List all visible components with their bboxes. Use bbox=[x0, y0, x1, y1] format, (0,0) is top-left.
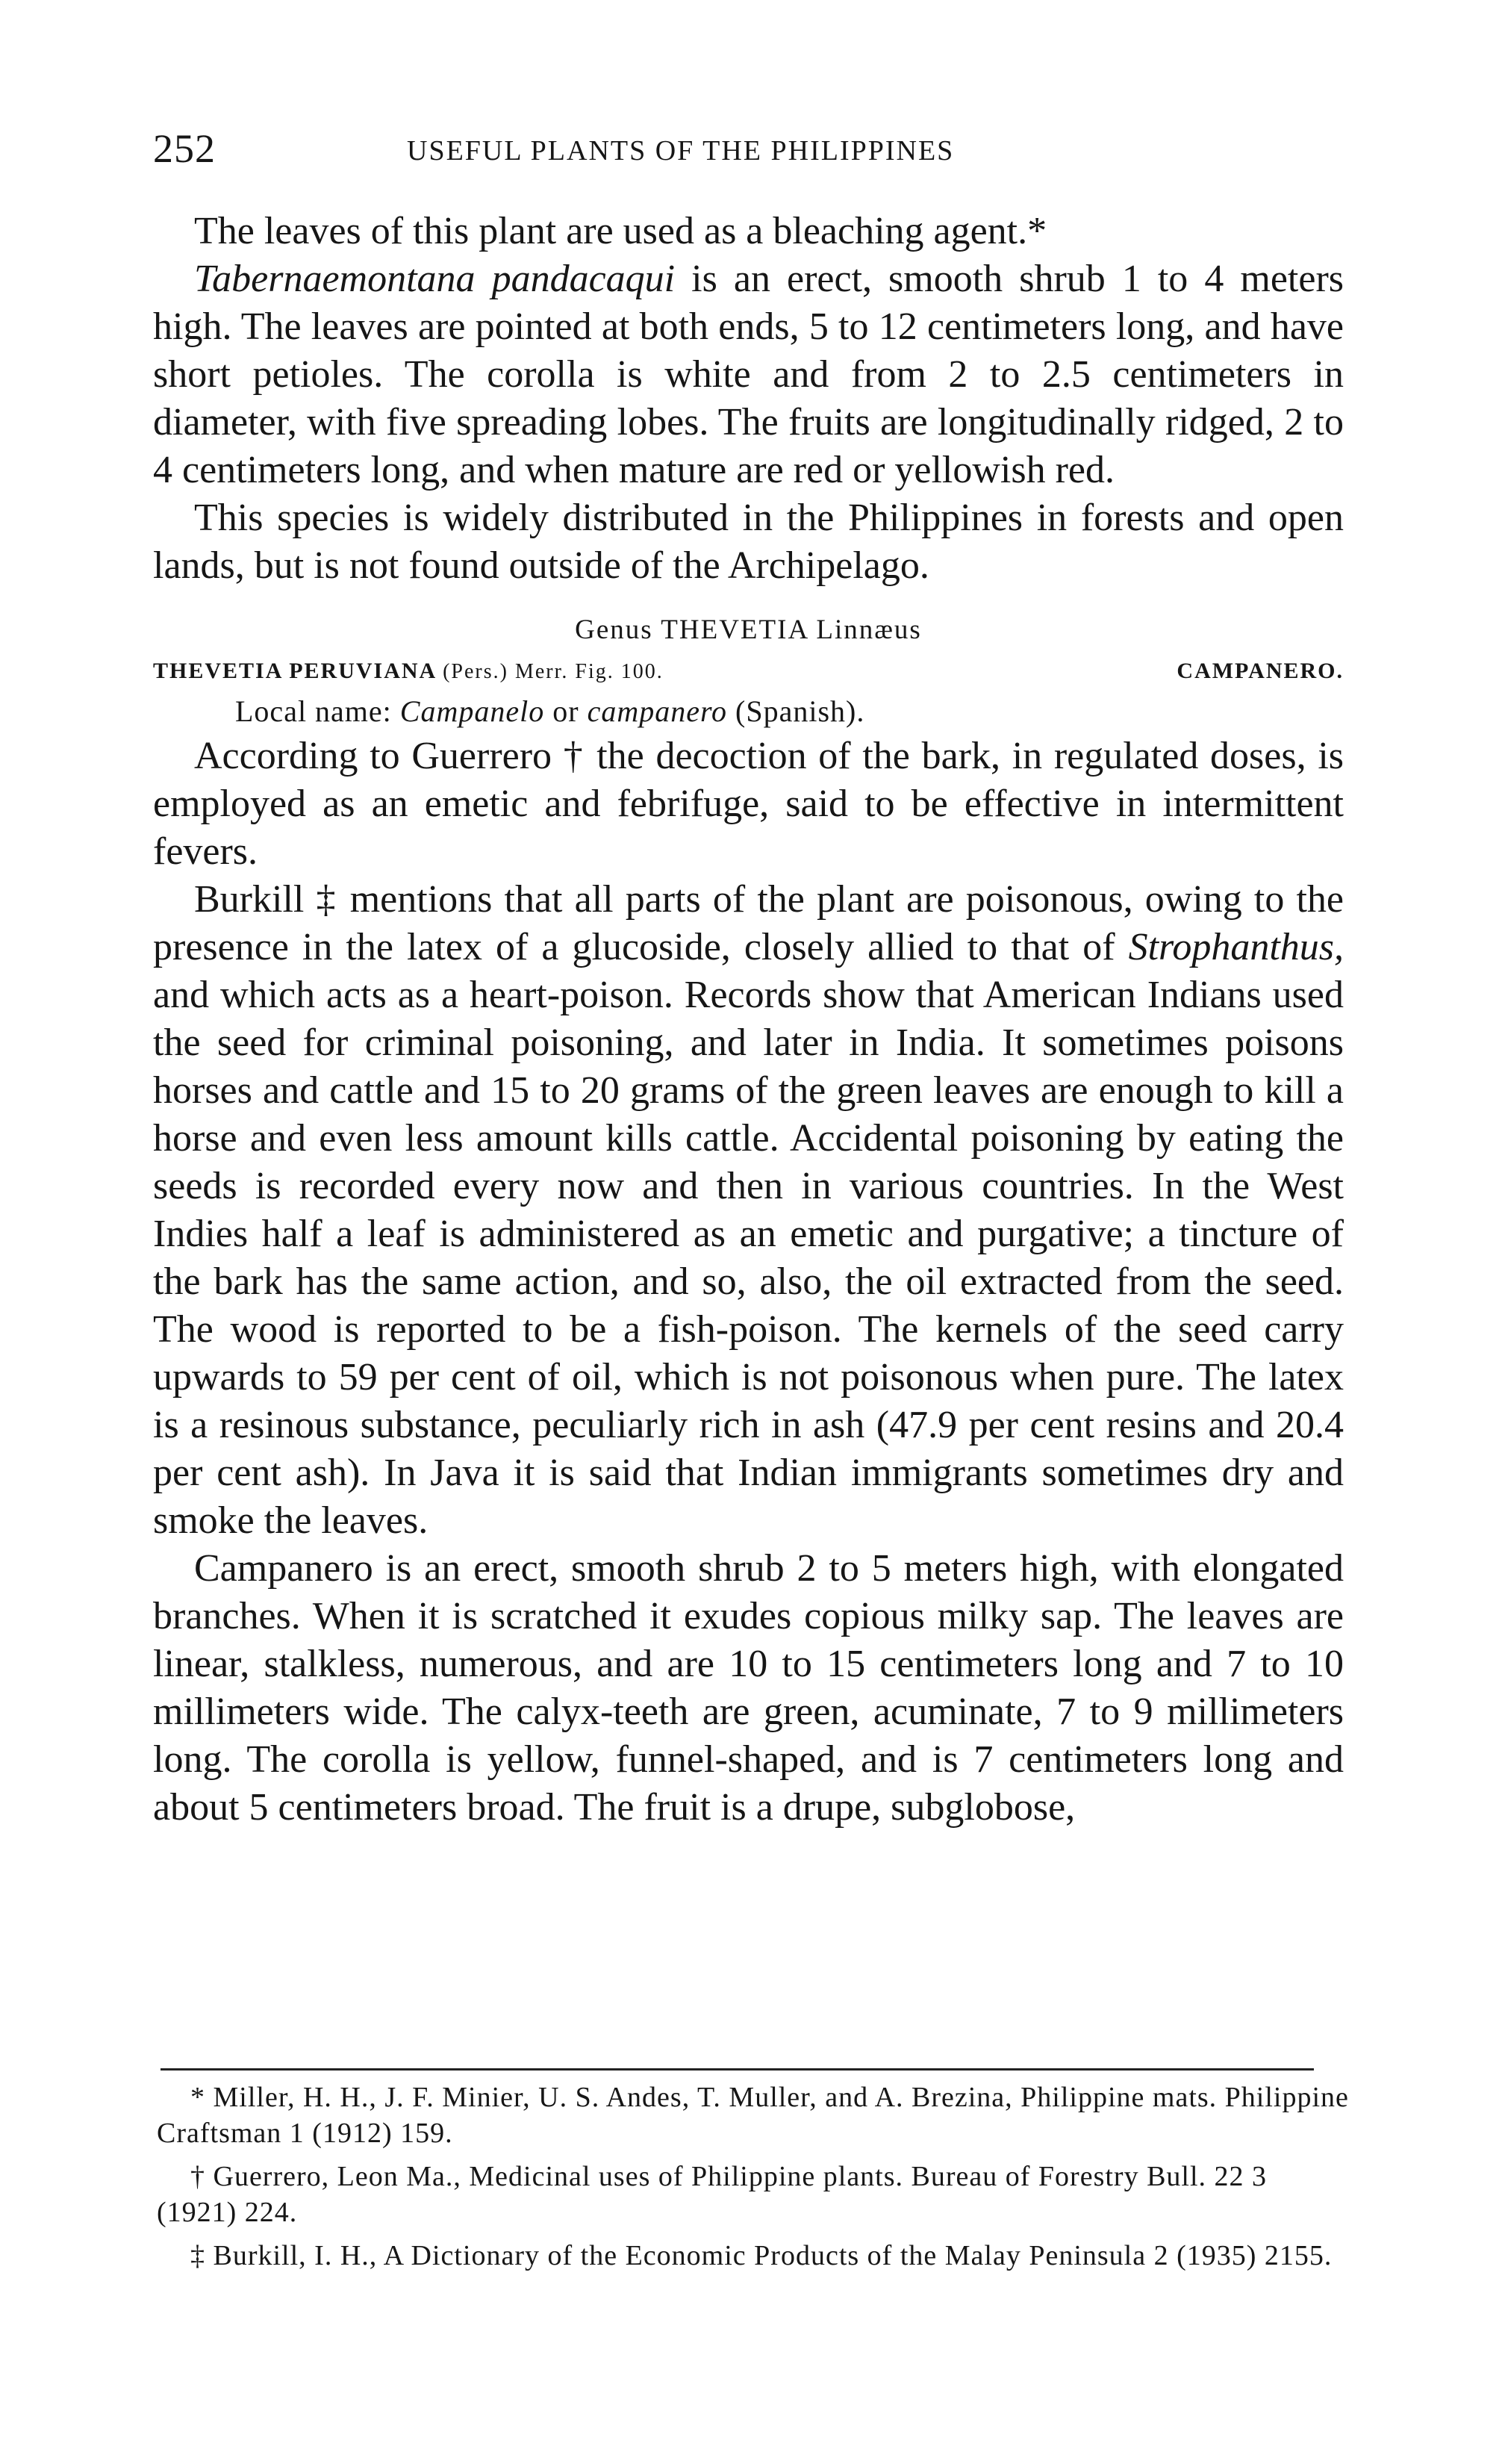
paragraph-text: Campanero is an erect, smooth shrub 2 to 5 meters high, with elongated branches. When it is scratched it exudes copious milky sap. The leaves are linear, stalkless, numerous, and are 10 to 15 centimeters long and 7 to 10 millimeters wide. The calyx-teeth are green, acuminate, 7 to 9 millimeters long. The corolla is yellow, funnel-shaped, and is 7 centimeters long and about 5 centimeters broad. The fruit is a drupe, subglobose, bbox=[153, 1547, 1344, 1829]
species-common-name: CAMPANERO. bbox=[1177, 659, 1344, 683]
paragraph bbox=[153, 876, 1344, 1545]
paragraph-text: is an erect, smooth shrub 1 to 4 meters high. The leaves are pointed at both ends, 5 to 12 centimeters long, and have short petioles. The corolla is white and from 2 to 2.5 centimeters in diameter, with five spreading lobes. The fruits are longitudinally ridged, 2 to 4 centimeters long, and when mature are red or yellowish red. bbox=[153, 258, 1344, 491]
page-number: 252 bbox=[153, 126, 216, 171]
footnote-rule bbox=[161, 2068, 1314, 2071]
genus-heading: Genus THEVETIA Linnæus bbox=[575, 615, 922, 645]
local-name-2: campanero bbox=[587, 694, 728, 728]
paragraph bbox=[153, 255, 1344, 494]
species-italic: Tabernaemontana pandacaqui bbox=[194, 258, 676, 300]
species-heading bbox=[153, 653, 1344, 691]
local-or: or bbox=[544, 694, 588, 728]
paragraph-text: Burkill ‡ mentions that all parts of the plant are poisonous, owing to the presence in the latex of a glucoside, closely allied to that of bbox=[153, 878, 1344, 968]
paragraph bbox=[153, 732, 1344, 876]
paragraph-text: and which acts as a heart-poison. Records show that American Indians used the seed for criminal poisoning, and later in India. It sometimes poisons horses and cattle and 15 to 20 grams of the green leaves are enough to kill a horse and even less amount kills cattle. Accidental poisoning by eating the seeds is recorded every now and then in various countries. In the West Indies half a leaf is administered as an emetic and purgative; a tincture of the bark has the same action, and so, also, the oil extracted from the seed. The wood is reported to be a fish-poison. The kernels of the seed carry upwards to 59 per cent of oil, which is not poisonous when pure. The latex is a resinous substance, peculiarly rich in ash (47.9 per cent resins and 20.4 per cent ash). In Java it is said that Indian immigrants sometimes dry and smoke the leaves. bbox=[153, 974, 1344, 1542]
running-head: USEFUL PLANTS OF THE PHILIPPINES bbox=[407, 135, 955, 167]
paragraph-text: This species is widely distributed in the Philippines in forests and open lands, but is not found outside of the Archipelago. bbox=[153, 497, 1344, 587]
paragraph-text: The leaves of this plant are used as a bleaching agent.* bbox=[194, 210, 1047, 252]
paragraph bbox=[153, 1545, 1344, 1832]
paragraph bbox=[153, 494, 1344, 590]
body-text bbox=[153, 208, 1344, 1832]
genus-italic: Strophanthus, bbox=[1128, 926, 1344, 968]
local-name-1: Campanelo bbox=[399, 694, 545, 728]
local-lang: (Spanish). bbox=[727, 694, 865, 728]
footnote: ‡ Burkill, I. H., A Dictionary of the Economic Products of the Malay Peninsula 2 (1935) 2155. bbox=[190, 2240, 1333, 2271]
species-title bbox=[153, 653, 664, 691]
page-header bbox=[153, 125, 1347, 178]
local-label: Local name: bbox=[235, 694, 400, 728]
species-name: THEVETIA PERUVIANA bbox=[153, 659, 436, 683]
paragraph-text: According to Guerrero † the decoction of the bark, in regulated doses, is employed as an emetic and febrifuge, said to be effective in intermittent fevers. bbox=[153, 735, 1344, 873]
footnote: * Miller, H. H., J. F. Minier, U. S. Andes, T. Muller, and A. Brezina, Philippine mats. Philippine Craftsman 1 (1912) 159. bbox=[157, 2082, 1349, 2149]
species-author: (Pers.) Merr. Fig. 100. bbox=[443, 660, 664, 683]
footnotes bbox=[157, 2079, 1351, 2274]
footnote: † Guerrero, Leon Ma., Medicinal uses of Philippine plants. Bureau of Forestry Bull. 22 3 (1921) 224. bbox=[157, 2161, 1268, 2228]
local-name-line bbox=[153, 691, 1344, 732]
paragraph bbox=[153, 208, 1344, 255]
